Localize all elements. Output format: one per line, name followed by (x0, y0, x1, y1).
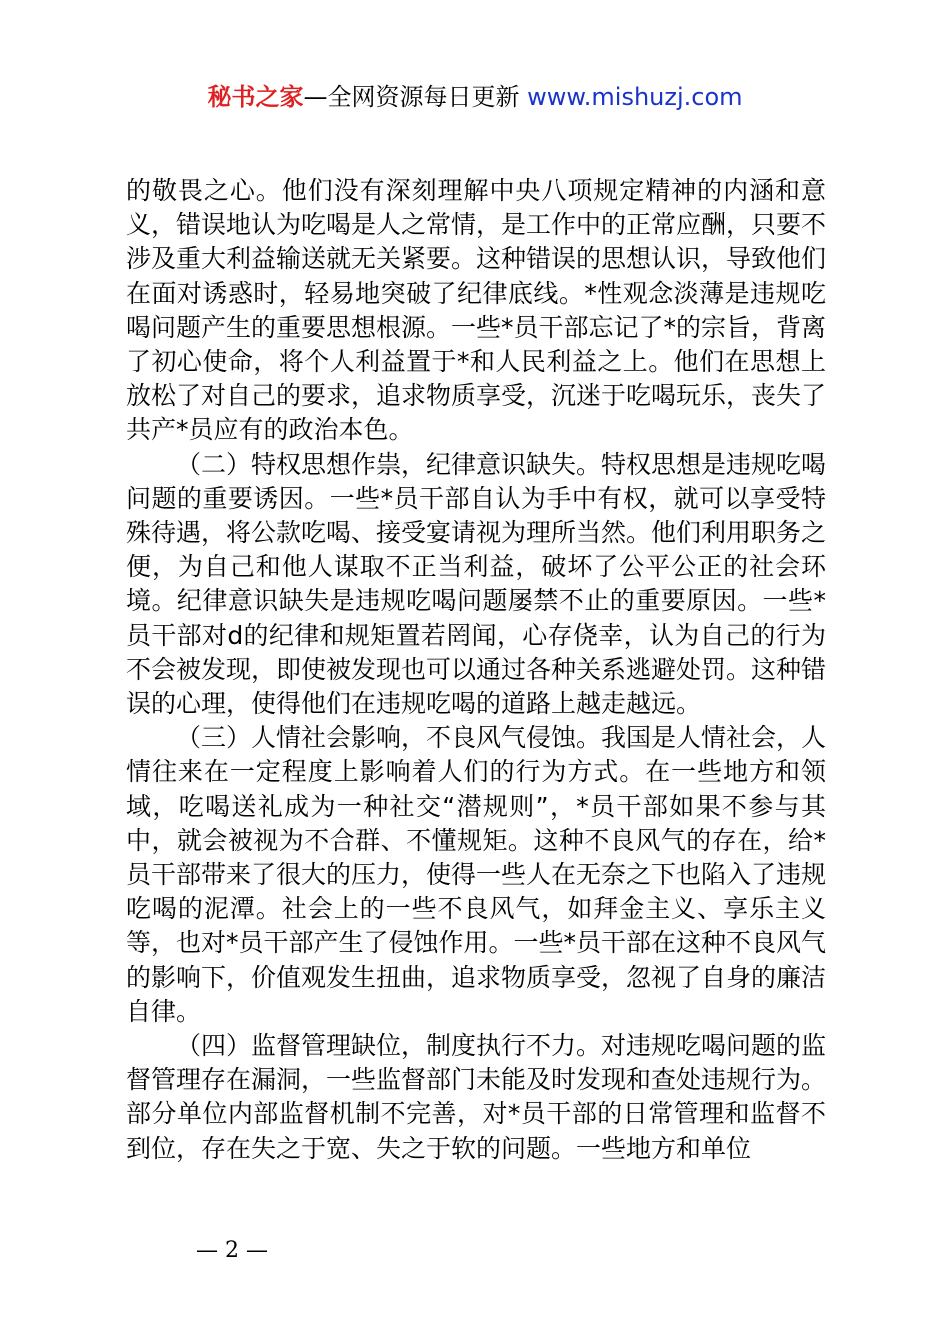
paragraph-continuation: 的敬畏之心。他们没有深刻理解中央八项规定精神的内涵和意义，错误地认为吃喝是人之常情，是工作中的正常应酬，只要不涉及重大利益输送就无关紧要。这种错误的思想认识，导致他们在面对诱惑时，轻易地突破了纪律底线。*性观念淡薄是违规吃喝问题产生的重要思想根源。一些*员干部忘记了*的宗旨，背离了初心使命，将个人利益置于*和人民利益之上。他们在思想上放松了对自己的要求，追求物质享受，沉迷于吃喝玩乐，丧失了共产*员应有的政治本色。 (126, 176, 827, 445)
page-number: — 2 — (196, 1238, 268, 1263)
paragraph-section-two: （二）特权思想作祟，纪律意识缺失。特权思想是违规吃喝问题的重要诱因。一些*员干部自认为手中有权，就可以享受特殊待遇，将公款吃喝、接受宴请视为理所当然。他们利用职务之便，为自己和他人谋取不正当利益，破坏了公平公正的社会环境。纪律意识缺失是违规吃喝问题屡禁不止的重要原因。一些*员干部对d的纪律和规矩置若罔闻，心存侥幸，认为自己的行为不会被发现，即使被发现也可以通过各种关系逃避处罚。这种错误的心理，使得他们在违规吃喝的道路上越走越远。 (126, 449, 827, 719)
site-brand: 秘书之家 (207, 83, 304, 111)
site-tagline: —全网资源每日更新 (303, 83, 528, 111)
paragraph-section-three: （三）人情社会影响，不良风气侵蚀。我国是人情社会，人情往来在一定程度上影响着人们的行为方式。在一些地方和领域，吃喝送礼成为一种社交“潜规则”，*员干部如果不参与其中，就会被视为不合群、不懂规矩。这种不良风气的存在，给*员干部带来了很大的压力，使得一些人在无奈之下也陷入了违规吃喝的泥潭。社会上的一些不良风气，如拜金主义、享乐主义等，也对*员干部产生了侵蚀作用。一些*员干部在这种不良风气的影响下，价值观发生扭曲，追求物质享受，忽视了自身的廉洁自律。 (126, 723, 827, 1026)
paragraph-section-four: （四）监督管理缺位，制度执行不力。对违规吃喝问题的监督管理存在漏洞，一些监督部门未能及时发现和查处违规行为。部分单位内部监督机制不完善，对*员干部的日常管理和监督不到位，存在失之于宽、失之于软的问题。一些地方和单位 (126, 1031, 827, 1163)
site-url-link[interactable]: www.mishuzj.com (527, 83, 743, 111)
site-header (0, 80, 950, 114)
document-body (126, 174, 826, 1166)
